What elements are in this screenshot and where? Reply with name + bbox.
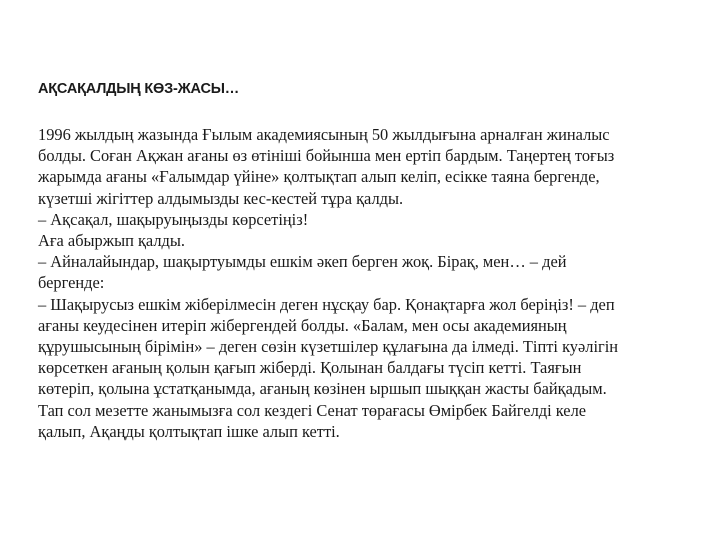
body-line: болды. Соған Ақжан ағаны өз өтініші бойынша мен ертіп бардым. Таңертең тоғыз [38, 146, 615, 166]
body-line: – Шақырусыз ешкім жіберілмесін деген нұсқау бар. Қонақтарға жол беріңіз! – деп [38, 294, 615, 314]
body-line: Тап сол мезетте жанымызға сол кездегі Сенат төрағасы Өмірбек Байгелді келе [38, 400, 587, 420]
body-line: бергенде: [38, 273, 105, 293]
body-line: құрушысының бірімін» – деген сөзін күзетшілер құлағына да ілмеді. Тіпті куәлігін [38, 337, 619, 357]
body-line: 1996 жылдың жазында Ғылым академиясының 50 жылдығына арналған жиналыс [38, 125, 610, 144]
body-line: Аға абыржып қалды. [38, 231, 185, 251]
body-line: жарымда ағаны «Ғалымдар үйіне» қолтықтап алып келіп, есікке таяна бергенде, [38, 167, 600, 187]
document-body [38, 124, 710, 442]
body-line: – Ақсақал, шақыруыңызды көрсетіңіз! [38, 209, 309, 229]
body-line: көрсеткен ағаның қолын қағып жіберді. Қолынан балдағы түсіп кетті. Таяғын [38, 358, 582, 378]
body-line: ағаны кеудесінен итеріп жібергендей болды. «Балам, мен осы академияның [38, 315, 567, 335]
document-title: АҚСАҚАЛДЫҢ КӨЗ-ЖАСЫ… [38, 81, 240, 97]
body-line: күзетші жігіттер алдымызды кес-кестей тұра қалды. [38, 188, 404, 208]
body-line: – Айналайындар, шақыртуымды ешкім әкеп берген жоқ. Бірақ, мен… – дей [38, 252, 567, 272]
body-line: қалып, Ақаңды қолтықтап ішке алып кетті. [38, 421, 340, 441]
body-line: көтеріп, қолына ұстатқанымда, ағаның көзінен ыршып шыққан жасты байқадым. [38, 379, 607, 399]
